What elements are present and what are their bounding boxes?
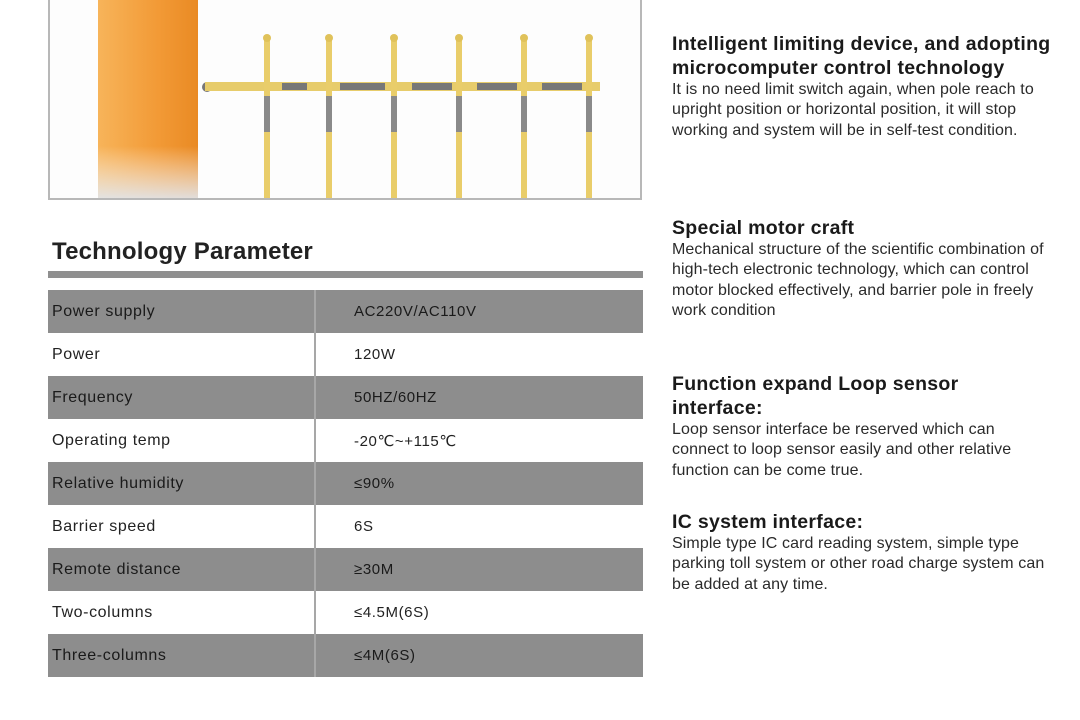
param-value: ≤4.5M(6S): [315, 591, 643, 634]
feature-text: It is no need limit switch again, when pole reach to upright position or horizontal position, it will stop working and system will be in self-test condition.: [672, 81, 1034, 139]
param-value: ≤90%: [315, 462, 643, 505]
table-row: [48, 462, 643, 505]
param-name: Power: [48, 333, 315, 376]
param-name: Remote distance: [48, 548, 315, 591]
fence-pole-4: [455, 34, 463, 200]
fence-pole-6: [585, 34, 593, 200]
param-name: Frequency: [48, 376, 315, 419]
feature-text: Loop sensor interface be reserved which can connect to loop sensor easily and other relative function can be come true.: [672, 421, 1012, 479]
table-row: [48, 634, 643, 677]
feature-text: Simple type IC card reading system, simple type parking toll system or other road charge system can be added at any time.: [672, 535, 1045, 593]
table-row: [48, 333, 643, 376]
section-title: Technology Parameter: [52, 238, 313, 265]
boom-arm-dark-2: [340, 83, 385, 90]
boom-arm-dark-1: [282, 83, 307, 90]
table-row: [48, 548, 643, 591]
title-underline: [48, 271, 643, 278]
boom-arm-dark-4: [477, 83, 517, 90]
param-value: AC220V/AC110V: [315, 290, 643, 333]
fence-pole-2: [325, 34, 333, 200]
table-row: [48, 290, 643, 333]
feature-text: Mechanical structure of the scientific combination of high-tech electronic technology, which can control motor blocked effectively, and barrier pole in freely work condition: [672, 241, 1044, 319]
fence-pole-5: [520, 34, 528, 200]
feature-ic-system: [672, 510, 1052, 595]
param-name: Relative humidity: [48, 462, 315, 505]
table-row: [48, 376, 643, 419]
feature-title: Special motor craft: [672, 217, 855, 239]
barrier-gate-illustration: [50, 0, 642, 200]
param-value: 6S: [315, 505, 643, 548]
table-row: [48, 591, 643, 634]
param-value: 120W: [315, 333, 643, 376]
param-value: 50HZ/60HZ: [315, 376, 643, 419]
param-name: Power supply: [48, 290, 315, 333]
param-name: Operating temp: [48, 419, 315, 462]
feature-title: IC system interface:: [672, 511, 864, 533]
param-value: -20℃~+115℃: [315, 419, 643, 462]
param-name: Three-columns: [48, 634, 315, 677]
param-name: Barrier speed: [48, 505, 315, 548]
cabinet-fade: [98, 146, 198, 200]
boom-arm-dark-5: [542, 83, 582, 90]
param-value: ≤4M(6S): [315, 634, 643, 677]
feature-loop-sensor: [672, 372, 1052, 481]
table-row: [48, 505, 643, 548]
boom-arm-dark-3: [412, 83, 452, 90]
fence-pole-3: [390, 34, 398, 200]
feature-title: Intelligent limiting device, and adopting microcomputer control technology: [672, 33, 1051, 79]
parameter-table: [48, 290, 643, 677]
feature-special-motor: [672, 216, 1052, 321]
fence-pole-1: [263, 34, 271, 200]
table-row: [48, 419, 643, 462]
param-value: ≥30M: [315, 548, 643, 591]
feature-intelligent-limiting: [672, 32, 1052, 141]
param-name: Two-columns: [48, 591, 315, 634]
product-image: [48, 0, 642, 200]
feature-title: Function expand Loop sensor interface:: [672, 373, 959, 419]
